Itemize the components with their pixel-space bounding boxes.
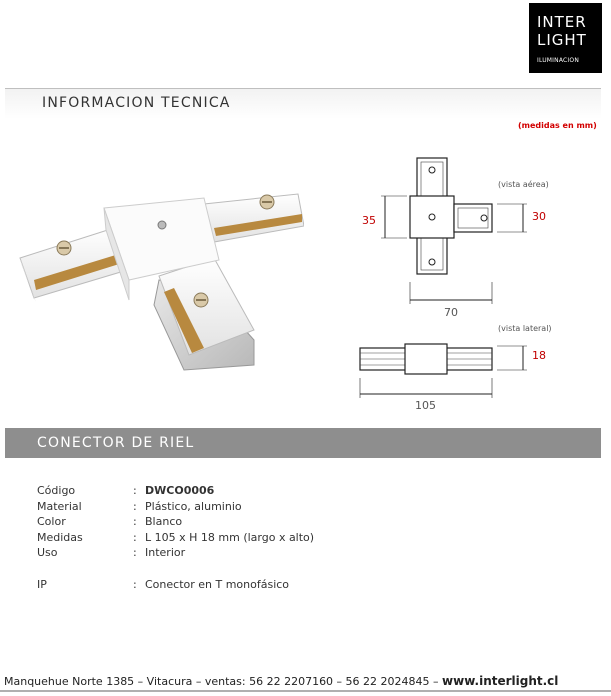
spec-colon: : (133, 546, 137, 559)
footer-divider (0, 690, 611, 692)
spec-colon: : (133, 484, 137, 497)
spec-colon: : (133, 578, 137, 591)
spec-value-color: Blanco (145, 515, 183, 528)
spec-value-ip: Conector en T monofásico (145, 578, 290, 591)
spec-value-material: Plástico, aluminio (145, 500, 242, 513)
footer (4, 674, 558, 688)
dim-35: 35 (362, 214, 376, 227)
spec-label-ip: IP (37, 578, 47, 591)
spec-value-size: L 105 x H 18 mm (largo x alto) (145, 531, 315, 544)
section-title-info: INFORMACION TECNICA (42, 95, 231, 111)
footer-website-link[interactable]: www.interlight.cl (442, 674, 559, 688)
logo-line-2: LIGHT (537, 31, 587, 49)
top-view-drawing (355, 150, 555, 330)
spec-label-size: Medidas (37, 531, 83, 544)
dim-70: 70 (444, 306, 458, 319)
side-view-label: (vista lateral) (498, 324, 552, 333)
side-view-drawing (355, 338, 535, 408)
spec-label-code: Código (37, 484, 76, 497)
top-view-label: (vista aérea) (498, 180, 549, 189)
spec-label-use: Uso (37, 546, 58, 559)
footer-address: Manquehue Norte 1385 – Vitacura – ventas: 56 22 2207160 – 56 22 2024845 – (4, 675, 443, 688)
product-image (14, 180, 304, 380)
spec-label-color: Color (37, 515, 66, 528)
spec-colon: : (133, 515, 137, 528)
logo-line-3: ILUMINACION (537, 57, 580, 64)
spec-colon: : (133, 500, 137, 513)
dim-30: 30 (532, 210, 546, 223)
product-title: CONECTOR DE RIEL (37, 435, 195, 451)
spec-colon: : (133, 531, 137, 544)
units-note: (medidas en mm) (518, 121, 597, 130)
logo-line-1: INTER (537, 13, 587, 31)
dim-105: 105 (415, 399, 436, 412)
spec-value-code: DWCO0006 (145, 484, 215, 497)
spec-value-use: Interior (145, 546, 186, 559)
dim-18: 18 (532, 349, 546, 362)
spec-label-material: Material (37, 500, 82, 513)
product-name-band (5, 428, 601, 458)
brand-logo (529, 3, 602, 73)
